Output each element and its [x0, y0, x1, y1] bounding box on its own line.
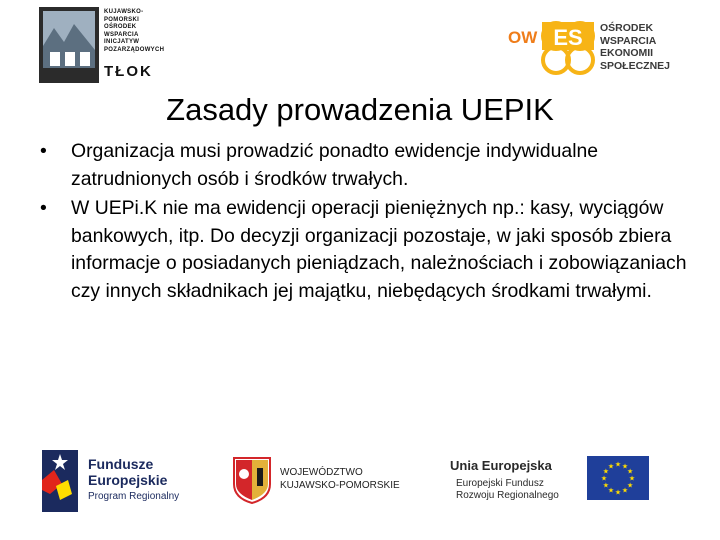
fe-line1: Fundusze: [88, 456, 154, 472]
eu-star-icon: ★: [602, 482, 610, 490]
tlok-logo: [38, 6, 188, 88]
bullet-glyph: •: [40, 140, 47, 162]
eu-star-icon: ★: [602, 468, 610, 476]
bullet-text: W UEPi.K nie ma ewidencji operacji pieniężnych np.: kasy, wyciągów bankowych, itp. Do decyzji organizacji pozostaje, w jaki sposób zbiera informacje o posiadanych pieniądzach, należnościach i zobowiązaniach czy innych składnikach jej majątku, niebędących środkami trwałymi.: [71, 197, 687, 302]
eu-star-icon: ★: [607, 487, 615, 495]
eu-star-icon: ★: [614, 489, 622, 497]
tlok-wordmark: TŁOK: [104, 63, 153, 80]
eu-flag-icon: [587, 456, 649, 500]
woj-line2: KUJAWSKO-POMORSKIE: [280, 480, 400, 491]
unia-europejska-logo: [450, 456, 650, 516]
owes-mark-text: ES: [553, 25, 583, 50]
eu-star-icon: ★: [600, 475, 608, 483]
woj-line1: WOJEWÓDZTWO: [280, 467, 363, 478]
wojewodztwo-logo: [232, 456, 422, 506]
bullet-glyph: •: [40, 197, 47, 219]
fundusze-europejskie-logo: [42, 450, 232, 514]
bullet-text: Organizacja musi prowadzić ponadto ewidencje indywidualne zatrudnionych osób i środków trwałych.: [71, 140, 599, 190]
ue-line2: Europejski Fundusz: [456, 478, 544, 489]
ue-line3: Rozwoju Regionalnego: [456, 490, 559, 501]
bullet-item: [40, 138, 700, 193]
owes-prefix: OW: [508, 28, 538, 47]
owes-logo: [508, 20, 708, 80]
eu-star-icon: ★: [626, 482, 634, 490]
tlok-emblem-icon: [38, 6, 100, 84]
eu-star-icon: ★: [628, 475, 636, 483]
eu-star-icon: ★: [621, 487, 629, 495]
eu-star-icon: ★: [614, 461, 622, 469]
fe-line3: Program Regionalny: [88, 491, 180, 502]
slide-title: Zasady prowadzenia UEPIK: [166, 92, 554, 127]
bullet-list: [40, 138, 700, 307]
tlok-name-lines: KUJAWSKO- POMORSKI OŚRODEK WSPARCIA INICJATYW POZARZĄDOWYCH: [104, 9, 165, 53]
bullet-item: [40, 195, 700, 305]
eu-star-icon: ★: [621, 463, 629, 471]
fe-line2: Europejskie: [88, 472, 168, 488]
ue-line1: Unia Europejska: [450, 458, 552, 473]
owes-emblem-icon: [540, 20, 596, 76]
fundusze-europejskie-emblem-icon: [42, 450, 78, 512]
eu-star-icon: ★: [607, 463, 615, 471]
coat-of-arms-icon: [232, 456, 272, 504]
owes-name-lines: OŚRODEK WSPARCIA EKONOMII SPOŁECZNEJ: [600, 22, 671, 72]
eu-star-icon: ★: [626, 468, 634, 476]
